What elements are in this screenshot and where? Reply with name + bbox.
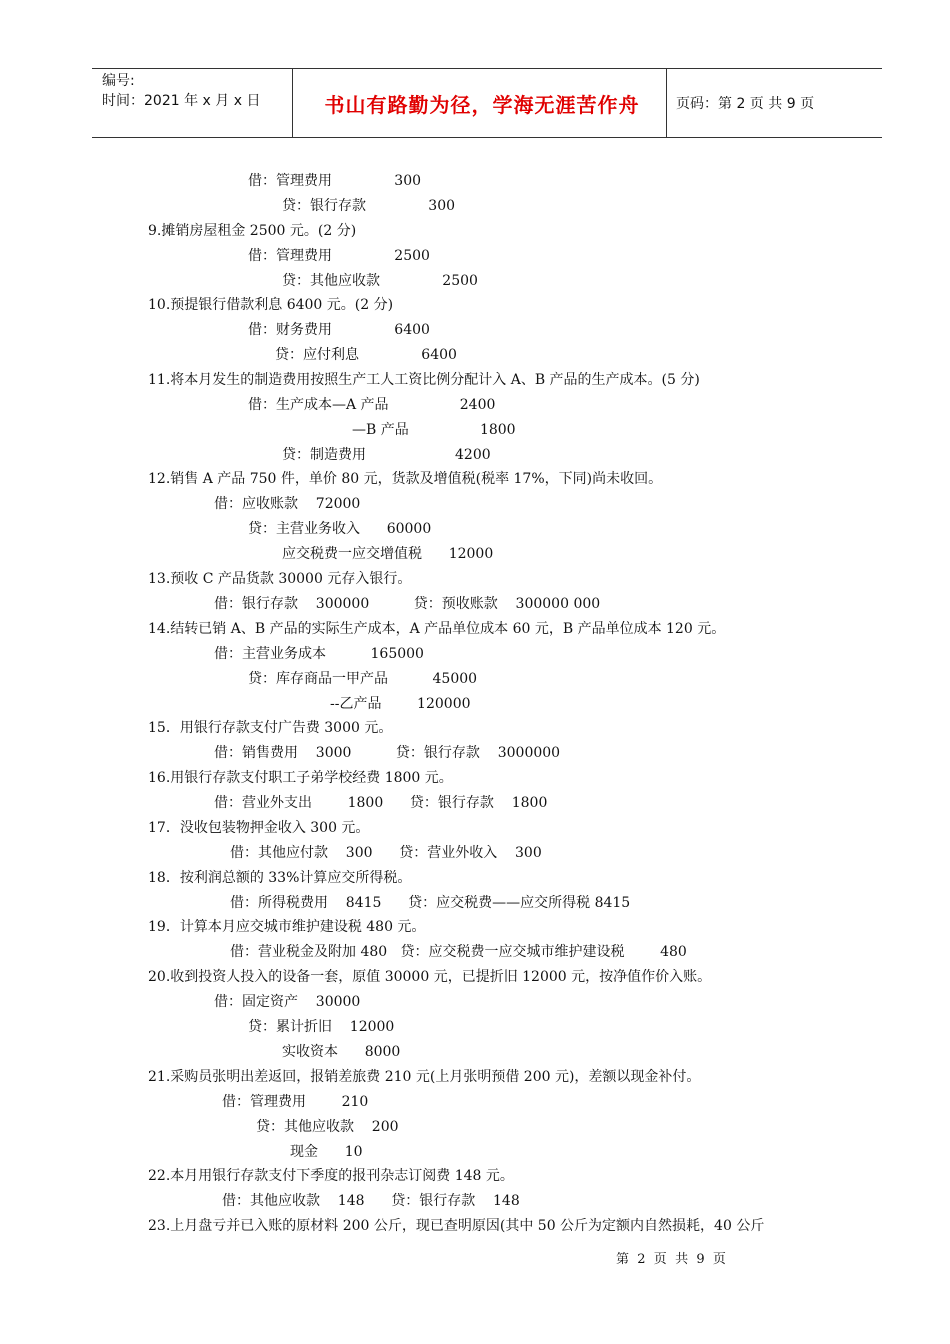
entry-line: 实收资本 8000 (282, 1044, 401, 1060)
entry-line: 借：管理费用 300 (248, 173, 422, 189)
page-footer: 第 2 页 共 9 页 (616, 1252, 726, 1267)
question-line: 19．计算本月应交城市维护建设税 480 元。 (148, 919, 426, 935)
entry-line: 借：银行存款 300000 贷：预收账款 300000 000 (214, 596, 601, 612)
entry-line: 借：其他应付款 300 贷：营业外收入 300 (230, 845, 542, 861)
entry-line: 贷：应付利息 6400 (275, 347, 457, 363)
entry-line: 借：所得税费用 8415 贷：应交税费——应交所得税 8415 (230, 895, 631, 911)
question-line: 22.本月用银行存款支付下季度的报刊杂志订阅费 148 元。 (148, 1168, 514, 1184)
entry-line: 借：生产成本—A 产品 2400 (248, 397, 496, 413)
entry-line: 贷：主营业务收入 60000 (248, 521, 432, 537)
entry-line: 贷：累计折旧 12000 (248, 1019, 395, 1035)
entry-line: —B 产品 1800 (352, 422, 516, 438)
entry-line: 借：主营业务成本 165000 (214, 646, 424, 662)
document-header (92, 68, 882, 138)
question-line: 9.摊销房屋租金 2500 元。(2 分) (148, 223, 357, 239)
entry-line: --乙产品 120000 (330, 696, 471, 712)
entry-line: 借：销售费用 3000 贷：银行存款 3000000 (214, 745, 561, 761)
entry-line: 应交税费一应交增值税 12000 (282, 546, 494, 562)
question-line: 20.收到投资人投入的设备一套，原值 30000 元，已提折旧 12000 元，按净值作价入账。 (148, 969, 712, 985)
question-line: 17．没收包装物押金收入 300 元。 (148, 820, 370, 836)
entry-line: 贷：制造费用 4200 (282, 447, 491, 463)
question-line: 12.销售 A 产品 750 件，单价 80 元，货款及增值税(税率 17%，下同)尚未收回。 (148, 471, 663, 487)
question-line: 18．按利润总额的 33%计算应交所得税。 (148, 870, 412, 886)
question-line: 15．用银行存款支付广告费 3000 元。 (148, 720, 393, 736)
question-line: 14.结转已销 A、B 产品的实际生产成本，A 产品单位成本 60 元，B 产品单位成本 120 元。 (148, 621, 726, 637)
entry-line: 借：应收账款 72000 (214, 496, 361, 512)
question-line: 21.采购员张明出差返回，报销差旅费 210 元(上月张明预借 200 元)，差额以现金补付。 (148, 1069, 701, 1085)
question-line: 16.用银行存款支付职工子弟学校经费 1800 元。 (148, 770, 453, 786)
entry-line: 借：管理费用 210 (222, 1094, 369, 1110)
header-divider (666, 69, 667, 137)
document-date: 时间：2021 年 x 月 x 日 (102, 93, 261, 109)
entry-line: 贷：银行存款 300 (282, 198, 456, 214)
question-line: 13.预收 C 产品货款 30000 元存入银行。 (148, 571, 412, 587)
entry-line: 现金 10 (290, 1144, 363, 1160)
question-line: 23.上月盘亏并已入账的原材料 200 公斤，现已查明原因(其中 50 公斤为定额内自然损耗，40 公斤 (148, 1218, 765, 1234)
header-divider (292, 69, 293, 137)
question-line: 10.预提银行借款利息 6400 元。(2 分) (148, 297, 394, 313)
header-motto: 书山有路勤为径，学海无涯苦作舟 (324, 93, 640, 117)
entry-line: 贷：其他应收款 2500 (282, 273, 478, 289)
entry-line: 借：固定资产 30000 (214, 994, 361, 1010)
question-line: 11.将本月发生的制造费用按照生产工人工资比例分配计入 A、B 产品的生产成本。(5 分) (148, 372, 700, 388)
document-id-label: 编号: (102, 73, 135, 89)
entry-line: 贷：库存商品一甲产品 45000 (248, 671, 478, 687)
entry-line: 借：营业外支出 1800 贷：银行存款 1800 (214, 795, 548, 811)
header-meta (102, 71, 292, 111)
entry-line: 借：其他应收款 148 贷：银行存款 148 (222, 1193, 520, 1209)
entry-line: 借：管理费用 2500 (248, 248, 430, 264)
entry-line: 借：营业税金及附加 480 贷：应交税费一应交城市维护建设税 480 (230, 944, 687, 960)
header-page-number: 页码：第 2 页 共 9 页 (676, 96, 815, 112)
entry-line: 借：财务费用 6400 (248, 322, 430, 338)
entry-line: 贷：其他应收款 200 (256, 1119, 399, 1135)
